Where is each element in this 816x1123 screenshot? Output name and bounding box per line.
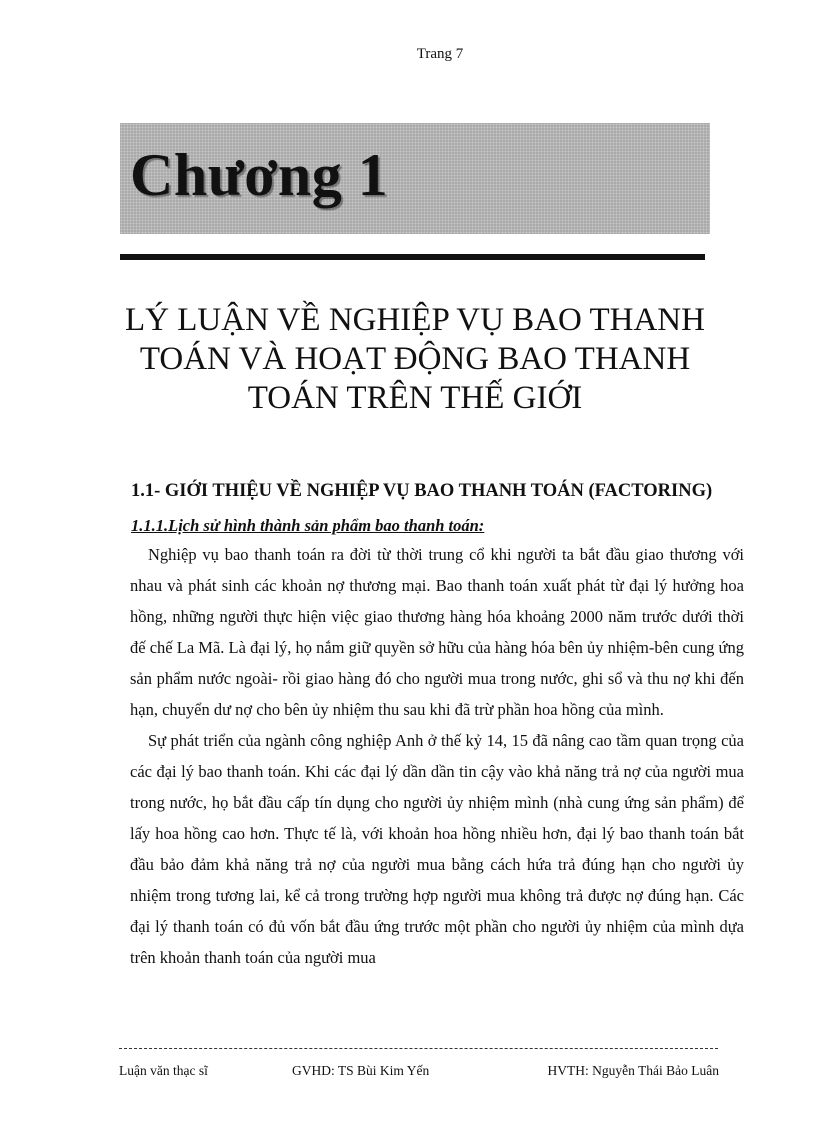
- chapter-divider: [120, 254, 705, 260]
- body-text: [130, 539, 744, 973]
- chapter-title: [100, 301, 730, 418]
- chapter-banner: [120, 123, 710, 234]
- page-number: Trang 7: [416, 46, 464, 62]
- footer-supervisor: GVHD: TS Bùi Kim Yến: [292, 1063, 430, 1078]
- footer: [119, 1063, 719, 1083]
- section-title: 1.1- GIỚI THIỆU VỀ NGHIỆP VỤ BAO THANH TOÁN (FACTORING): [131, 481, 713, 501]
- paragraph: Nghiệp vụ bao thanh toán ra đời từ thời trung cổ khi người ta bắt đầu giao thương với nhau và phát sinh các khoản nợ thương mại. Bao thanh toán xuất phát từ đại lý hưởng hoa hồng, những người thực hiện việc giao thương hàng hóa khoảng 2000 năm trước dưới thời đế chế La Mã. Là đại lý, họ nắm giữ quyền sở hữu của hàng hóa bên ủy nhiệm-bên cung ứng sản phẩm nước ngoài- rồi giao hàng đó cho người mua trong nước, ghi sổ và thu nợ khi đến hạn, chuyển dư nợ cho bên ủy nhiệm thu sau khi đã trừ phần hoa hồng của mình.: [130, 545, 744, 719]
- footer-thesis-type: Luận văn thạc sĩ: [119, 1063, 208, 1078]
- paragraph: Sự phát triển của ngành công nghiệp Anh ở thế kỷ 14, 15 đã nâng cao tầm quan trọng của các đại lý bao thanh toán. Khi các đại lý dần dần tin cậy vào khả năng trả nợ của người mua trong nước, họ bắt đầu cấp tín dụng cho người ủy nhiệm mình (nhà cung ứng sản phẩm) để lấy hoa hồng cao hơn. Thực tế là, với khoản hoa hồng nhiều hơn, đại lý bao thanh toán bắt đầu bảo đảm khả năng trả nợ của người mua bằng cách hứa trả đúng hạn cho người ủy nhiệm trong tương lai, kể cả trong trường hợp người mua không trả được nợ đúng hạn. Các đại lý thanh toán có đủ vốn bắt đầu ứng trước một phần cho người ủy nhiệm của mình dựa trên khoản thanh toán của người mua: [130, 731, 744, 967]
- subsection-title: 1.1.1.Lịch sử hình thành sản phẩm bao thanh toán:: [131, 516, 485, 535]
- footer-divider: [119, 1048, 718, 1049]
- chapter-title-line: LÝ LUẬN VỀ NGHIỆP VỤ BAO THANH: [125, 302, 705, 338]
- chapter-title-line: TOÁN VÀ HOẠT ĐỘNG BAO THANH: [139, 341, 691, 377]
- chapter-label: Chương 1: [130, 142, 389, 208]
- chapter-title-line: TOÁN TRÊN THẾ GIỚI: [247, 380, 583, 416]
- footer-author: HVTH: Nguyễn Thái Bảo Luân: [547, 1063, 719, 1078]
